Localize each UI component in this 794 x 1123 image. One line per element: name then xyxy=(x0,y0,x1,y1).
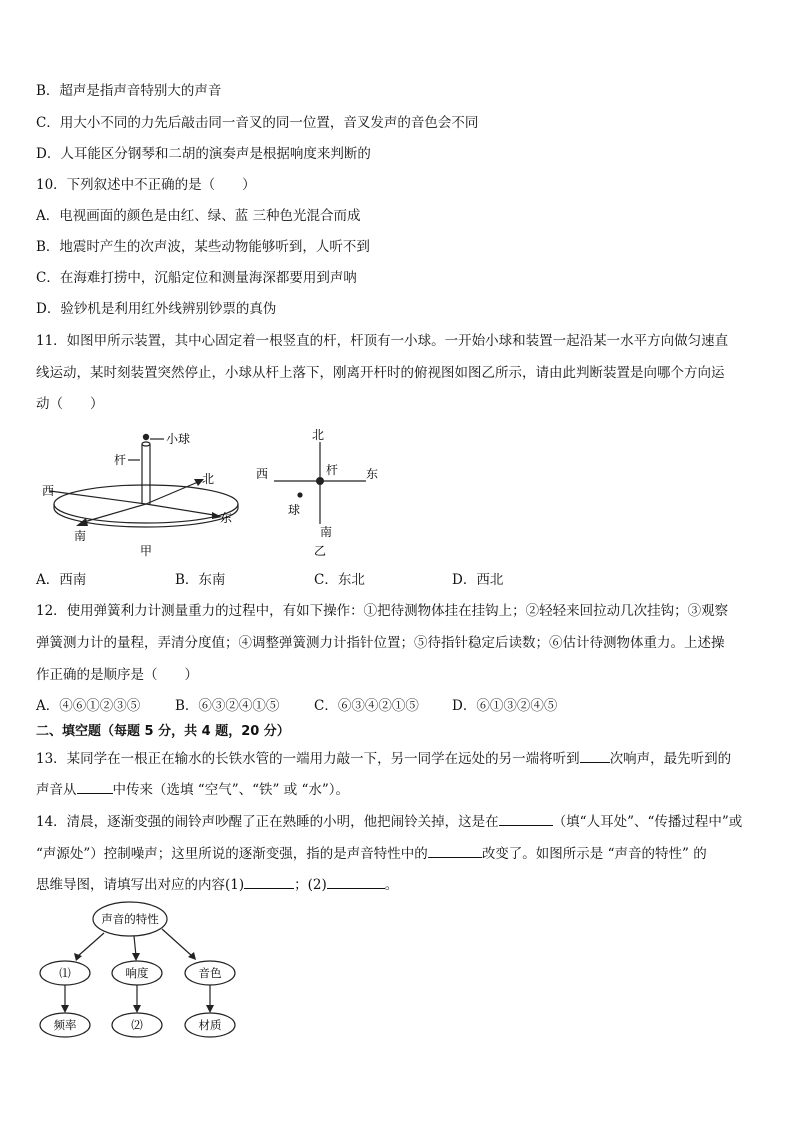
q14-text-g: 。 xyxy=(384,877,399,893)
label-south: 南 xyxy=(74,529,87,543)
q14-line3 xyxy=(36,874,398,895)
mindmap-frequency-label: 频率 xyxy=(53,1018,77,1032)
q14-blank-1 xyxy=(499,811,553,826)
q9-option-c: C．用大小不同的力先后敲击同一音叉的同一位置，音叉发声的音色会不同 xyxy=(36,115,479,131)
pole-dot xyxy=(316,477,324,485)
caption-yi: 乙 xyxy=(314,544,327,558)
q14-text-e: 思维导图，请填写出对应的内容(1) xyxy=(36,877,245,893)
label-pole: 杆 xyxy=(326,463,339,477)
label-east: 东 xyxy=(366,467,379,481)
q10-option-b: B．地震时产生的次声波，某些动物能够听到，人听不到 xyxy=(36,239,370,255)
q10-option-c: C．在海难打捞中，沉船定位和测量海深都要用到声呐 xyxy=(36,270,357,286)
q13-text-b: 次响声，最先听到的 xyxy=(609,751,732,767)
section-fill-in-heading: 二、填空题（每题 5 分，共 4 题，20 分） xyxy=(36,724,290,739)
figure-jia xyxy=(36,422,256,562)
label-west: 西 xyxy=(256,467,269,481)
q12-option-b: B．⑥③②④①⑤ xyxy=(175,698,280,714)
q9-option-b: B．超声是指声音特别大的声音 xyxy=(36,83,222,99)
q12-option-c: C．⑥③④②①⑤ xyxy=(314,698,419,714)
q13-text-c: 声音从 xyxy=(36,782,77,798)
q14-line2 xyxy=(36,843,707,864)
q13-line2 xyxy=(36,779,349,800)
south-arrowhead xyxy=(76,518,88,526)
q14-text-c: “声源处”）控制噪声；这里所说的逐渐变强，指的是声音特性中的 xyxy=(36,846,428,862)
label-south: 南 xyxy=(320,525,333,539)
pole-top xyxy=(142,442,150,446)
edge-root-to-timbre xyxy=(162,929,192,956)
q14-blank-2 xyxy=(428,843,482,858)
q12-option-d: D．⑥①③②④⑤ xyxy=(452,698,558,714)
label-ball: 小球 xyxy=(166,432,191,446)
arrowhead-frequency xyxy=(61,1005,69,1013)
label-north: 北 xyxy=(312,428,325,442)
q13-blank-2 xyxy=(77,779,113,794)
q14-blank-4 xyxy=(327,874,385,889)
label-west: 西 xyxy=(42,484,55,498)
q11-stem-line1: 11．如图甲所示装置，其中心固定着一根竖直的杆，杆顶有一小球。一开始小球和装置一起沿某一水平方向做匀速直 xyxy=(36,333,729,349)
mindmap-diagram xyxy=(30,900,260,1045)
q11-option-d: D．西北 xyxy=(452,572,504,588)
figure-yi xyxy=(254,424,384,560)
label-ball: 球 xyxy=(288,503,301,517)
q14-text-d: 改变了。如图所示是 “声音的特性” 的 xyxy=(481,846,707,862)
q14-text-a: 14．清晨，逐渐变强的闹铃声吵醒了正在熟睡的小明，他把闹铃关掉，这是在 xyxy=(36,814,499,830)
mindmap-node-2-label: ⑵ xyxy=(131,1018,143,1032)
q12-stem-line2: 弹簧测力计的量程，弄清分度值；④调整弹簧测力计指针位置；⑤待指针稳定后读数；⑥估计待测物体重力。上述操 xyxy=(36,635,725,651)
q13-line1 xyxy=(36,748,731,769)
ball-dot xyxy=(297,492,302,497)
arrowhead-2 xyxy=(133,1005,141,1013)
edge-root-to-1 xyxy=(78,933,104,956)
mindmap-timbre-label: 音色 xyxy=(198,966,222,980)
mindmap-loudness-label: 响度 xyxy=(125,966,149,980)
q14-line1 xyxy=(36,811,742,832)
east-axis xyxy=(146,504,220,516)
q13-blank-1 xyxy=(580,748,610,763)
q12-stem-line1: 12．使用弹簧利力计测量重力的过程中，有如下操作：①把待测物体挂在挂钩上；②轻轻来回拉动几次挂钩；③观察 xyxy=(36,603,729,619)
mindmap-root-label: 声音的特性 xyxy=(101,912,159,926)
q12-option-a: A．④⑥①②③⑤ xyxy=(36,698,141,714)
mindmap-node-1-label: ⑴ xyxy=(59,966,71,980)
q11-stem-line3: 动（ ） xyxy=(36,396,104,412)
q11-option-c: C．东北 xyxy=(314,572,365,588)
mindmap-material-label: 材质 xyxy=(198,1018,222,1032)
q11-option-a: A．西南 xyxy=(36,572,87,588)
q12-stem-line3: 作正确的是顺序是（ ） xyxy=(36,667,198,683)
q10-option-a: A．电视画面的颜色是由红、绿、蓝 三种色光混合而成 xyxy=(36,208,361,224)
label-north: 北 xyxy=(202,472,215,486)
south-axis xyxy=(84,504,146,522)
q9-option-d: D．人耳能区分钢琴和二胡的演奏声是根据响度来判断的 xyxy=(36,146,371,162)
arrowhead-loudness xyxy=(132,953,140,961)
q14-text-b: （填“人耳处”、“传播过程中”或 xyxy=(552,814,743,830)
q13-text-d: 中传来（选填 “空气”、“铁” 或 “水”）。 xyxy=(112,782,350,798)
q10-stem: 10．下列叙述中不正确的是（ ） xyxy=(36,177,256,193)
label-pole: 杆 xyxy=(114,453,127,467)
west-axis xyxy=(50,491,146,504)
q10-option-d: D．验钞机是利用红外线辨别钞票的真伪 xyxy=(36,301,277,317)
q11-stem-line2: 线运动，某时刻装置突然停止，小球从杆上落下，刚离开杆时的俯视图如图乙所示，请由此判断装置是向哪个方向运 xyxy=(36,365,725,381)
q13-text-a: 13．某同学在一根正在输水的长铁水管的一端用力敲一下，另一同学在远处的另一端将听到 xyxy=(36,751,580,767)
label-east: 东 xyxy=(220,511,233,525)
q14-blank-3 xyxy=(244,874,294,889)
arrowhead-material xyxy=(206,1005,214,1013)
ball-dot xyxy=(143,434,149,440)
q14-text-f: ；(2) xyxy=(294,877,327,893)
q11-option-b: B．东南 xyxy=(175,572,226,588)
caption-jia: 甲 xyxy=(140,544,153,558)
